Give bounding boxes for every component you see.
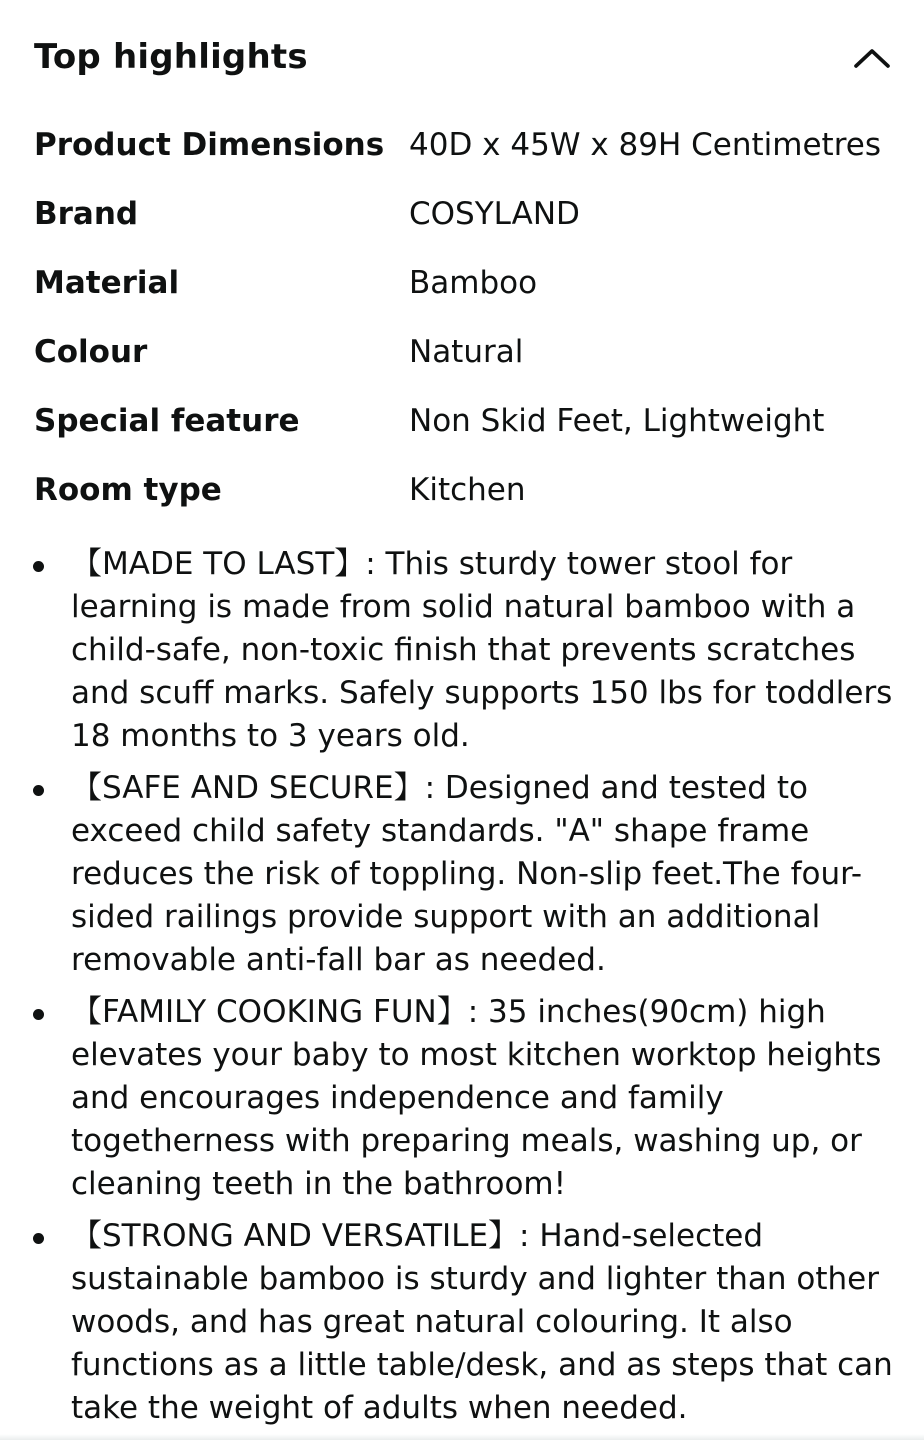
spec-label: Special feature bbox=[34, 403, 300, 439]
feature-bullet-strong-and-versatile bbox=[0, 1215, 924, 1430]
feature-bullet-safe-and-secure bbox=[0, 767, 924, 982]
feature-bullet-list bbox=[0, 543, 924, 1439]
section-title: Top highlights bbox=[34, 37, 308, 77]
spec-label: Colour bbox=[34, 334, 148, 370]
bullet-text: 【STRONG AND VERSATILE】: Hand-selected sustainable bamboo is sturdy and lighter than other woods, and has great natural colouring. It also functions as a little table/desk, and as steps that can take the weight of adults when needed. bbox=[71, 1218, 893, 1426]
spec-label: Product Dimensions bbox=[34, 127, 385, 163]
feature-bullet-family-cooking-fun bbox=[0, 991, 924, 1206]
spec-row-brand bbox=[34, 181, 904, 250]
spec-value: Natural bbox=[409, 334, 524, 370]
spec-row-room-type bbox=[34, 457, 904, 526]
bullet-dot-icon bbox=[33, 785, 44, 796]
bullet-text: 【MADE TO LAST】: This sturdy tower stool for learning is made from solid natural bamboo with a child-safe, non-toxic finish that prevents scratches and scuff marks. Safely supports 150 lbs for toddlers 18 months to 3 years old. bbox=[71, 546, 893, 754]
spec-value: Bamboo bbox=[409, 265, 538, 301]
bullet-dot-icon bbox=[33, 1233, 44, 1244]
top-highlights-header[interactable] bbox=[34, 34, 890, 80]
spec-value: Non Skid Feet, Lightweight bbox=[409, 403, 825, 439]
spec-row-material bbox=[34, 250, 904, 319]
spec-value: Kitchen bbox=[409, 472, 526, 508]
chevron-up-icon bbox=[853, 46, 891, 70]
spec-label: Material bbox=[34, 265, 180, 301]
spec-value: COSYLAND bbox=[409, 196, 580, 232]
spec-value: 40D x 45W x 89H Centimetres bbox=[409, 127, 881, 163]
spec-row-special-feature bbox=[34, 388, 904, 457]
feature-bullet-made-to-last bbox=[0, 543, 924, 758]
bullet-text: 【FAMILY COOKING FUN】: 35 inches(90cm) high elevates your baby to most kitchen worktop heights and encourages independence and family togetherness with preparing meals, washing up, or cleaning teeth in the bathroom! bbox=[71, 994, 882, 1202]
spec-label: Room type bbox=[34, 472, 222, 508]
bottom-divider bbox=[0, 1434, 924, 1440]
bullet-dot-icon bbox=[33, 561, 44, 572]
collapse-button[interactable] bbox=[852, 38, 892, 78]
spec-row-product-dimensions bbox=[34, 112, 904, 181]
spec-label: Brand bbox=[34, 196, 139, 232]
specs-table bbox=[34, 112, 904, 526]
bullet-text: 【SAFE AND SECURE】: Designed and tested to exceed child safety standards. "A" shape frame reduces the risk of toppling. Non-slip feet.The four-sided railings provide support with an additional removable anti-fall bar as needed. bbox=[71, 770, 863, 978]
spec-row-colour bbox=[34, 319, 904, 388]
bullet-dot-icon bbox=[33, 1009, 44, 1020]
